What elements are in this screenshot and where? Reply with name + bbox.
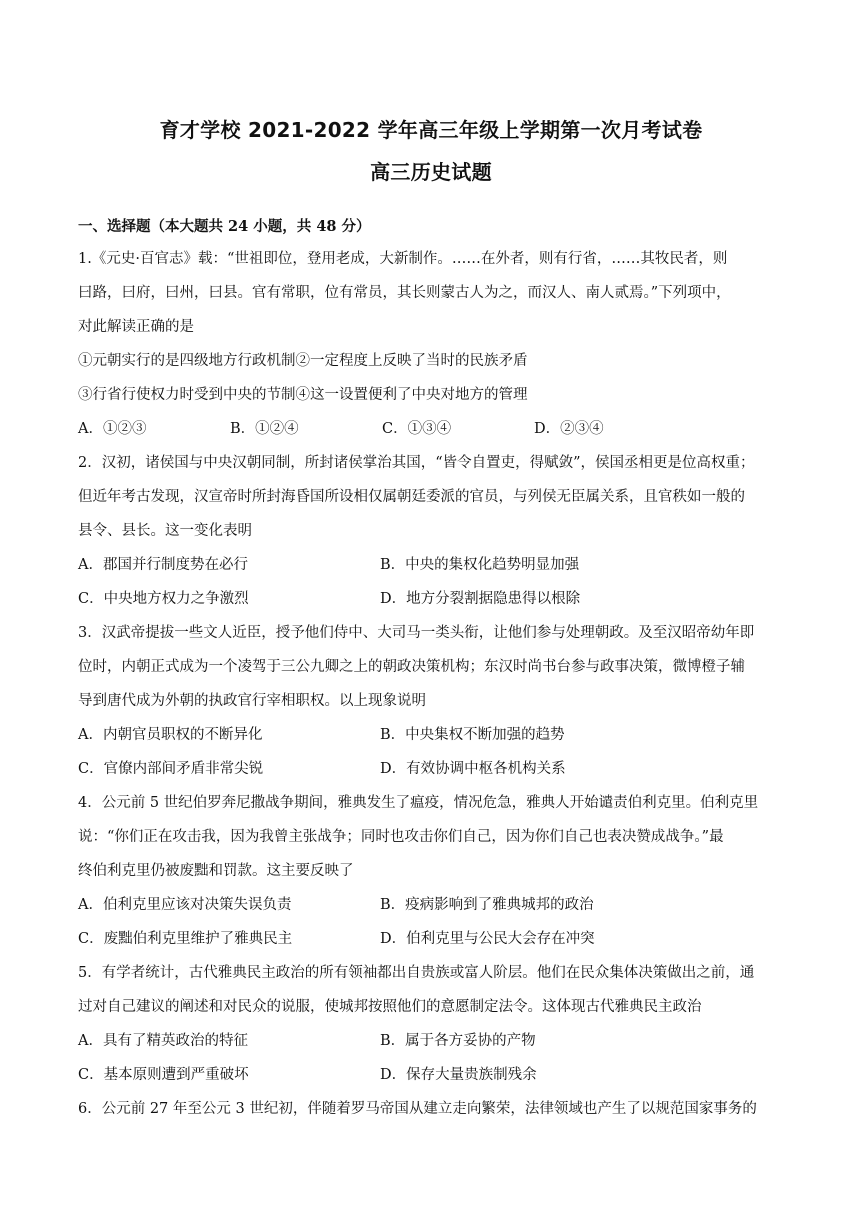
- option-b: B．属于各方妥协的产物: [380, 1033, 536, 1049]
- question-text-line: 2．汉初，诸侯国与中央汉朝同制，所封诸侯掌治其国，“皆令自置吏，得赋敛”，侯国丞相更是位高权重；: [78, 455, 755, 471]
- option-d: D．②③④: [534, 421, 604, 437]
- question-text-line: 3．汉武帝提拔一些文人近臣，授予他们侍中、大司马一类头衔，让他们参与处理朝政。及至汉昭帝幼年即: [78, 625, 755, 641]
- answer-options-row-2: [78, 752, 784, 786]
- question-text-line: 但近年考古发现，汉宣帝时所封海昏国所设相仅属朝廷委派的官员，与列侯无臣属关系，且官秩如一般的: [78, 489, 745, 505]
- question-text-line: 4．公元前 5 世纪伯罗奔尼撒战争期间，雅典发生了瘟疫，情况危急，雅典人开始谴责伯利克里。伯利克里: [78, 795, 759, 811]
- option-d: D．伯利克里与公民大会存在冲突: [380, 931, 595, 947]
- option-a: A．内朝官员职权的不断异化: [78, 727, 263, 743]
- answer-options-row-1: [78, 1024, 784, 1058]
- answer-options-row-1: [78, 548, 784, 582]
- exam-title: 育才学校 2021-2022 学年高三年级上学期第一次月考试卷: [159, 118, 703, 142]
- question-text-line: 说：“你们正在攻击我，因为我曾主张战争；同时也攻击你们自己，因为你们自己也表决赞成战争。”最: [78, 829, 724, 845]
- question-text-line: 6．公元前 27 年至公元 3 世纪初，伴随着罗马帝国从建立走向繁荣，法律领域也产生了以规范国家事务的: [78, 1101, 757, 1117]
- option-a: A．伯利克里应该对决策失误负责: [78, 897, 292, 913]
- option-c: C．废黜伯利克里维护了雅典民主: [78, 931, 293, 947]
- question-text-line: 位时，内朝正式成为一个凌驾于三公九卿之上的朝政决策机构；东汉时尚书台参与政事决策，微博橙子辅: [78, 659, 745, 675]
- option-a: A．具有了精英政治的特征: [78, 1033, 248, 1049]
- question-text-line: 县令、县长。这一变化表明: [78, 523, 252, 539]
- option-b: B．疫病影响到了雅典城邦的政治: [380, 897, 594, 913]
- question-text-line: 导到唐代成为外朝的执政官行宰相职权。以上现象说明: [78, 693, 426, 709]
- question-text-line: 终伯利克里仍被废黜和罚款。这主要反映了: [78, 863, 354, 879]
- option-a: A．①②③: [78, 421, 147, 437]
- question-text-line: 对此解读正确的是: [78, 319, 194, 335]
- question-text-line: ①元朝实行的是四级地方行政机制②一定程度上反映了当时的民族矛盾: [78, 353, 528, 369]
- option-d: D．有效协调中枢各机构关系: [380, 761, 566, 777]
- question-text-line: 曰路，曰府，曰州，曰县。官有常职，位有常员，其长则蒙古人为之，而汉人、南人贰焉。”下列项中，: [78, 285, 731, 301]
- option-b: B．中央集权不断加强的趋势: [380, 727, 565, 743]
- question-text-line: 1.《元史·百官志》载：“世祖即位，登用老成，大新制作。……在外者，则有行省，……其牧民者，则: [78, 251, 728, 267]
- question-5: [78, 956, 784, 1092]
- answer-options-row-2: [78, 582, 784, 616]
- question-3: [78, 616, 784, 786]
- option-c: C．官僚内部间矛盾非常尖锐: [78, 761, 264, 777]
- exam-subtitle: 高三历史试题: [370, 160, 492, 184]
- option-c: C．基本原则遭到严重破坏: [78, 1067, 249, 1083]
- answer-options-row-2: [78, 922, 784, 956]
- option-d: D．保存大量贵族制残余: [380, 1067, 537, 1083]
- question-4: [78, 786, 784, 956]
- question-2: [78, 446, 784, 616]
- option-b: B．中央的集权化趋势明显加强: [380, 557, 580, 573]
- question-text-line: ③行省行使权力时受到中央的节制④这一设置便利了中央对地方的管理: [78, 387, 528, 403]
- question-1: [78, 242, 784, 446]
- question-text-line: 过对自己建议的阐述和对民众的说服，使城邦按照他们的意愿制定法令。这体现古代雅典民主政治: [78, 999, 702, 1015]
- question-6: [78, 1092, 784, 1126]
- answer-options-row-2: [78, 1058, 784, 1092]
- answer-options: [78, 412, 784, 446]
- option-c: C．中央地方权力之争激烈: [78, 591, 249, 607]
- answer-options-row-1: [78, 718, 784, 752]
- option-d: D．地方分裂割据隐患得以根除: [380, 591, 581, 607]
- option-c: C．①③④: [382, 421, 452, 437]
- option-b: B．①②④: [230, 421, 299, 437]
- question-text-line: 5．有学者统计，古代雅典民主政治的所有领袖都出自贵族或富人阶层。他们在民众集体决策做出之前，通: [78, 965, 755, 981]
- option-a: A．郡国并行制度势在必行: [78, 557, 248, 573]
- answer-options-row-1: [78, 888, 784, 922]
- section-heading: 一、选择题（本大题共 24 小题，共 48 分）: [78, 218, 371, 235]
